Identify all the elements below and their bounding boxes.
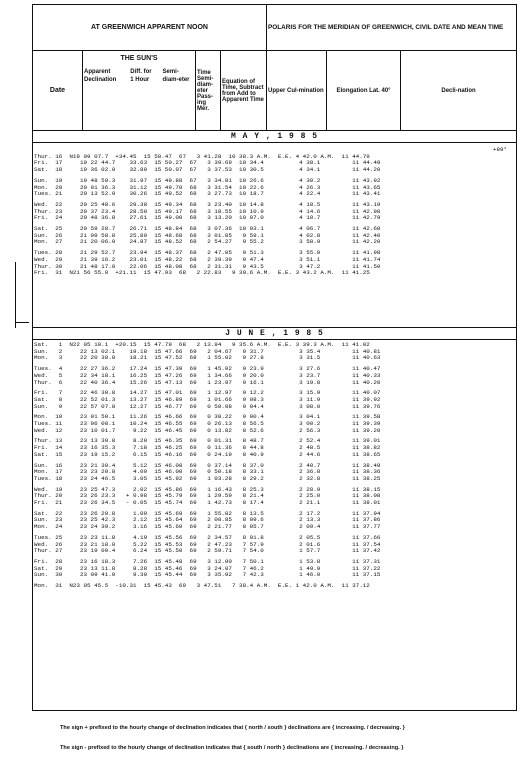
table-row: Mon. 31 N23 05 45.5 -10.31 15 45.43 69 3 47.51 7 38.4 A.M. E.E. 1 42.0 A.M. 11 37.12 — [34, 582, 370, 590]
table-row: Mon. 27 21 20 06.9 24.87 15 48.52 68 2 54.27 9 55.2 3 58.9 11 42.20 — [34, 238, 381, 246]
table-row: Mon. 10 23 01 50.1 11.26 15 46.66 69 0 38.22 9 00.4 3 04.1 11 39.58 — [34, 413, 381, 421]
decl-base: +89° — [492, 146, 508, 153]
table-row: Sun. 23 23 25 42.3 2.12 15 45.64 69 2 08.85 8 09.6 2 13.3 11 37.86 — [34, 516, 381, 524]
table-row: Sun. 2 22 13 02.1 19.18 15 47.66 69 2 04.67 9 31.7 3 35.4 11 40.81 — [34, 347, 381, 355]
table-row: Mon. 24 23 24 39.2 3.16 15 45.60 69 2 21.77 8 05.7 2 09.4 11 37.77 — [34, 523, 381, 531]
may-rows — [34, 154, 515, 277]
table-row: Thur. 23 20 37 23.4 28.50 15 49.17 68 3 18.55 10 10.9 4 14.6 11 42.98 — [34, 207, 381, 215]
table-row: Fri. 17 19 22 44.7 33.63 15 50.27 67 3 39.69 10 34.4 4 38.1 11 44.49 — [34, 159, 381, 167]
table-row: Thur. 30 21 48 17.0 22.06 15 48.08 68 2 31.31 9 43.5 3 47.2 11 41.50 — [34, 262, 381, 270]
table-row: Sat. 8 22 52 01.3 13.27 15 46.89 69 1 01.66 9 08.3 3 11.9 11 39.92 — [34, 395, 381, 403]
apparent-decl-header: Apparent Declination — [84, 69, 117, 83]
example-arrow — [15, 322, 29, 323]
table-row: Fri. 31 N21 56 55.0 +21.11 15 47.93 68 2 22.83 9 39.6 A.M. E.E. 3 43.2 A.M. 11 41.25 — [34, 269, 370, 277]
table-row: Wed. 5 22 34 18.1 16.25 15 47.26 69 1 34.66 9 20.0 3 23.7 11 40.33 — [34, 371, 381, 379]
table-row: Wed. 26 23 21 18.0 5.22 15 45.53 69 2 47.23 7 57.9 2 01.6 11 37.54 — [34, 540, 381, 548]
table-row: Fri. 24 20 48 36.8 27.61 15 49.00 68 3 13.20 10 07.0 4 10.7 11 42.79 — [34, 214, 381, 222]
table-row: Sat. 18 19 36 02.0 32.80 15 50.07 67 3 37.53 10 30.5 4 34.1 11 44.20 — [34, 166, 381, 174]
table-row: Sat. 22 23 26 20.8 1.09 15 45.69 69 1 55.82 8 13.5 2 17.2 11 37.94 — [34, 509, 381, 517]
june-rows — [34, 342, 515, 590]
table-row: Wed. 19 23 25 47.3 2.02 15 45.86 69 1 16.43 8 25.3 2 28.9 11 38.15 — [34, 485, 381, 493]
table-row: Mon. 3 22 20 30.8 18.21 15 47.52 68 1 55.02 9 27.8 3 31.5 11 40.63 — [34, 354, 381, 362]
table-row: Fri. 7 22 46 30.8 14.27 15 47.01 69 1 12.97 9 12.2 3 15.9 11 40.07 — [34, 389, 381, 397]
table-row: Sun. 16 23 21 30.4 5.12 15 46.08 69 0 37.14 8 37.0 2 40.7 11 38.49 — [34, 461, 381, 469]
table-row: Wed. 12 23 10 01.7 9.22 15 46.45 69 0 13.82 8 52.6 2 56.3 11 39.20 — [34, 426, 381, 434]
table-row: Thur. 6 22 40 36.4 15.26 15 47.13 69 1 23.97 9 16.1 3 19.8 11 40.20 — [34, 378, 381, 386]
table-row: Sat. 15 23 19 15.2 6.15 15 46.16 69 0 24.19 8 40.9 2 44.6 11 38.65 — [34, 450, 381, 458]
table-row: Tues. 25 23 23 11.8 4.19 15 45.56 69 2 34.57 8 01.8 2 05.5 11 37.66 — [34, 533, 381, 541]
semi-header: Semi-diam-eter — [162, 69, 190, 83]
footnote-minus: The sign - prefixed to the hourly change of declination indicates that { south / north } declinations are { increasing. / decreasing. } — [60, 745, 404, 751]
june-banner: J U N E , 1 9 8 5 — [33, 328, 517, 340]
diff-header: Diff. for 1 Hour — [130, 69, 152, 83]
table-row: Sun. 26 21 09 58.8 25.80 15 48.68 68 3 01.05 9 59.1 4 02.8 11 42.40 — [34, 231, 381, 239]
table-row: Sat. 1 N22 05 10.1 +20.15 15 47.79 68 2 13.94 9 35.6 A.M. E.E. 3 39.3 A.M. 11 41.02 — [34, 341, 370, 348]
table-row: Sat. 29 23 13 11.8 8.28 15 45.46 69 3 24.07 7 46.2 1 49.9 11 37.22 — [34, 564, 381, 572]
table-row: Sat. 25 20 59 28.7 26.71 15 48.84 68 3 07.36 10 03.1 4 06.7 11 42.60 — [34, 225, 381, 233]
example-marker — [2, 258, 24, 338]
table-row: Fri. 28 23 16 18.3 7.26 15 45.48 69 3 12.00 7 50.1 1 53.8 11 37.31 — [34, 557, 381, 565]
table-row: Tues. 4 22 27 36.2 17.24 15 47.39 69 1 45.02 9 23.9 3 27.6 11 40.47 — [34, 365, 381, 373]
decl-header: Decli-nation — [401, 51, 517, 131]
table-row: Fri. 21 23 26 34.5 - 0.05 15 45.74 69 1 42.73 8 17.4 2 21.1 11 38.01 — [34, 499, 381, 507]
table-row: Mon. 17 23 23 20.8 4.09 15 46.00 69 0 50.18 8 33.1 2 36.8 11 38.36 — [34, 468, 381, 476]
time-semi-header: Time Semi-diam-eter Pass-ing Mer. — [196, 51, 221, 131]
table-row: Thur. 27 23 19 00.4 6.24 15 45.50 69 2 59.71 7 54.0 1 57.7 11 37.42 — [34, 547, 381, 555]
table-row: Tues. 18 23 24 46.5 3.05 15 45.92 69 1 03.28 8 29.2 2 32.8 11 38.25 — [34, 474, 381, 482]
noon-header: AT GREENWICH APPARENT NOON — [33, 5, 267, 51]
table-row: Tues. 21 20 13 52.9 30.26 15 49.52 68 3 27.73 10 18.7 4 22.4 11 43.41 — [34, 190, 381, 198]
date-header: Date — [33, 51, 83, 131]
table-row: Sun. 9 22 57 07.8 12.27 15 46.77 69 0 50.08 9 04.4 3 08.0 11 39.76 — [34, 402, 381, 410]
polaris-header: POLARIS FOR THE MERIDIAN OF GREENWICH, CIVIL DATE AND MEAN TIME — [267, 5, 517, 51]
table-row: Mon. 20 20 01 36.3 31.12 15 49.70 68 3 31.54 10 22.6 4 26.3 11 43.65 — [34, 183, 381, 191]
table-row: Wed. 29 21 39 16.2 23.01 15 48.22 68 2 39.39 9 47.4 3 51.1 11 41.74 — [34, 255, 381, 263]
table-row: Tues. 11 23 06 08.1 10.24 15 46.55 69 0 26.13 8 56.5 3 00.2 11 39.39 — [34, 420, 381, 428]
almanac-table — [32, 4, 517, 711]
table-row: Tues. 28 21 29 52.7 23.94 15 48.37 68 2 47.05 9 51.3 3 55.0 11 41.98 — [34, 249, 381, 257]
table-row: Sun. 30 23 09 41.0 9.30 15 45.44 69 3 35.92 7 42.3 1 46.0 11 37.15 — [34, 571, 381, 579]
elong-header: Elongation Lat. 40° — [327, 51, 401, 131]
table-row: Thur. 16 N19 09 07.7 +34.45 15 50.47 67 3 41.28 10 38.3 A.M. E.E. 4 42.0 A.M. 11 44.79 — [34, 152, 370, 160]
table-row: Wed. 22 20 25 48.6 29.38 15 49.34 68 3 23.40 10 14.8 4 18.5 11 43.19 — [34, 200, 381, 208]
table-row: Thur. 13 23 13 30.8 8.20 15 46.35 69 0 01.31 8 48.7 2 52.4 11 39.01 — [34, 437, 381, 445]
may-banner: M A Y , 1 9 8 5 — [33, 131, 517, 143]
upper-header: Upper Cul-mination — [267, 51, 327, 131]
suns-header: THE SUN'S — [120, 55, 158, 62]
table-row: Thur. 20 23 26 23.3 + 0.98 15 45.79 69 1 29.59 8 21.4 2 25.0 11 38.08 — [34, 492, 381, 500]
footnote-plus: The sign + prefixed to the hourly change of declination indicates that { north / south } declinations are { increasing. / decreasing. } — [60, 725, 405, 731]
table-row: Fri. 14 23 16 35.3 7.18 15 46.25 69 0 11.36 8 44.8 2 48.5 11 38.82 — [34, 444, 381, 452]
eqtime-header: Equation of Time, Subtract from Add to Apparent Time — [221, 51, 267, 131]
example-bracket — [15, 262, 16, 328]
table-row: Sun. 19 19 48 59.3 31.97 15 49.88 67 3 34.81 10 26.6 4 30.2 11 43.92 — [34, 176, 381, 184]
